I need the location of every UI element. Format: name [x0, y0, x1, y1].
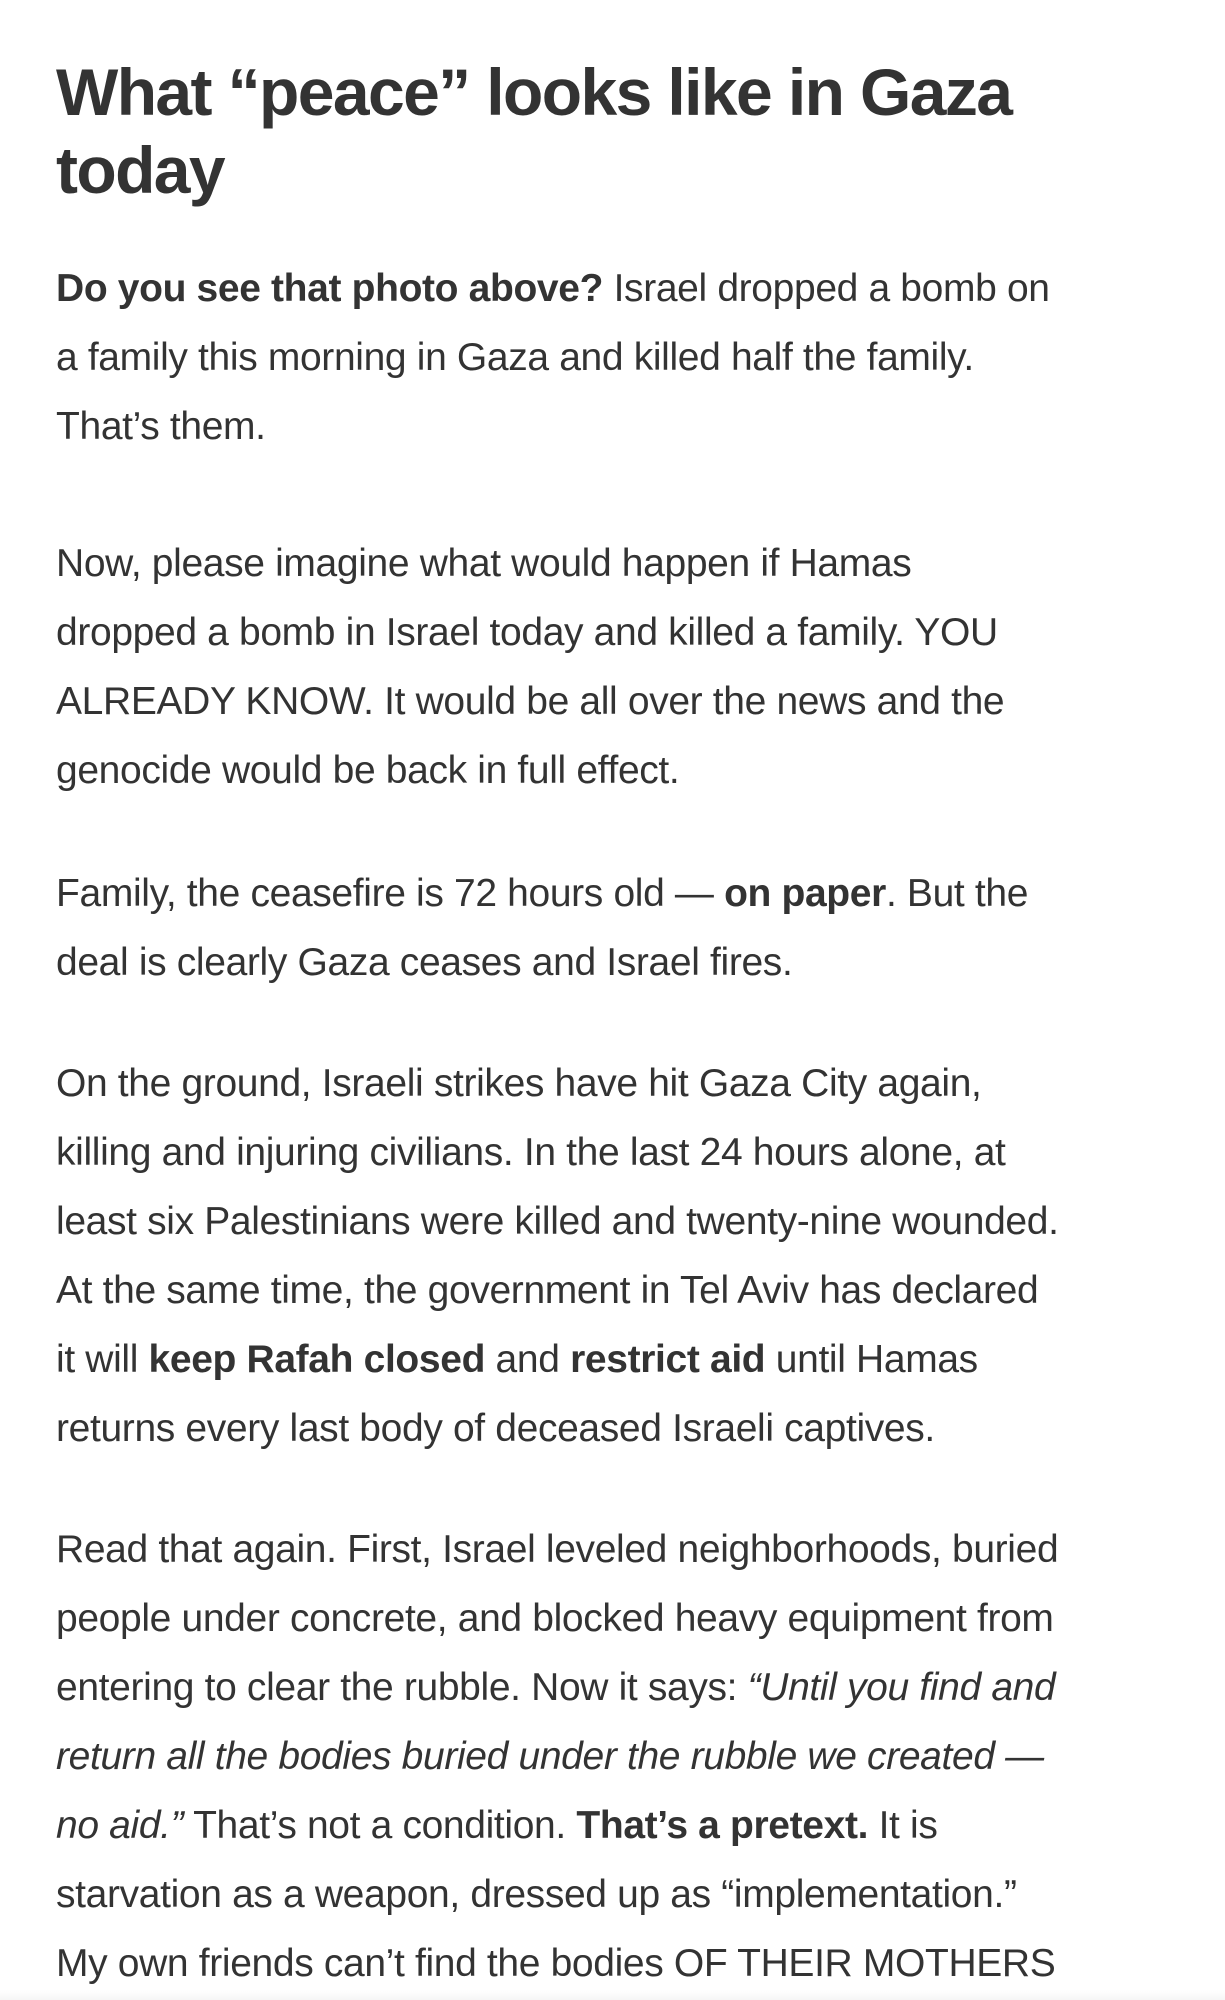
text-run: . But the: [885, 872, 1029, 915]
paragraph-line: [56, 1394, 1059, 1463]
paragraph-line: [56, 323, 1050, 392]
paragraph-on-the-ground: [56, 1049, 1059, 1463]
paragraph-line: [56, 1187, 1059, 1256]
bold-text: on paper: [724, 872, 886, 915]
bold-text: Do you see that photo above?: [56, 267, 604, 310]
paragraph-line: [56, 254, 1050, 323]
text-run: starvation as a weapon, dressed up as “implementation.”: [56, 1873, 1017, 1916]
text-run: deal is clearly Gaza ceases and Israel fires.: [56, 941, 793, 984]
text-run: it will: [56, 1338, 149, 1381]
paragraph-line: [56, 1325, 1059, 1394]
paragraph-line: [56, 598, 1004, 667]
paragraph-line: [56, 529, 1004, 598]
paragraph-line: [56, 1256, 1059, 1325]
text-run: It is: [868, 1804, 938, 1847]
paragraph-line: [56, 928, 1028, 997]
text-run: That’s them.: [56, 405, 266, 448]
text-run: a family this morning in Gaza and killed half the family.: [56, 336, 974, 379]
text-run: dropped a bomb in Israel today and killed a family. YOU: [56, 611, 998, 654]
italic-text: return all the bodies buried under the rubble we created —: [56, 1735, 1044, 1778]
italic-text: “Until you find and: [747, 1666, 1056, 1709]
paragraph-line: [56, 1515, 1058, 1584]
text-run: people under concrete, and blocked heavy equipment from: [56, 1597, 1054, 1640]
article-title-line: What “peace” looks like in Gaza: [56, 55, 1012, 129]
paragraph-line: [56, 736, 1004, 805]
bold-text: That’s a pretext.: [576, 1804, 869, 1847]
paragraph-line: [56, 1722, 1058, 1791]
paragraph-ceasefire: [56, 859, 1028, 997]
paragraph-read-that-again: [56, 1515, 1058, 1998]
text-run: That’s not a condition.: [183, 1804, 577, 1847]
text-run: My own friends can’t find the bodies OF THEIR MOTHERS: [56, 1942, 1056, 1985]
text-run: until Hamas: [765, 1338, 978, 1381]
paragraph-line: [56, 1929, 1058, 1998]
text-run: On the ground, Israeli strikes have hit Gaza City again,: [56, 1062, 982, 1105]
bottom-fade-divider: [0, 1990, 1225, 2000]
paragraph-line: [56, 667, 1004, 736]
text-run: At the same time, the government in Tel Aviv has declared: [56, 1269, 1039, 1312]
text-run: killing and injuring civilians. In the last 24 hours alone, at: [56, 1131, 1006, 1174]
text-run: ALREADY KNOW. It would be all over the news and the: [56, 680, 1005, 723]
paragraph-photo-above: [56, 254, 1050, 461]
text-run: Israel dropped a bomb on: [603, 267, 1050, 310]
italic-text: no aid.”: [56, 1804, 184, 1847]
paragraph-line: [56, 1118, 1059, 1187]
paragraph-imagine-hamas: [56, 529, 1004, 805]
text-run: Read that again. First, Israel leveled neighborhoods, buried: [56, 1528, 1059, 1571]
text-run: and: [485, 1338, 571, 1381]
paragraph-line: [56, 859, 1028, 928]
text-run: Family, the ceasefire is 72 hours old —: [56, 872, 725, 915]
text-run: returns every last body of deceased Israeli captives.: [56, 1407, 935, 1450]
article-title: [56, 53, 1011, 209]
paragraph-line: [56, 1653, 1058, 1722]
paragraph-line: [56, 1049, 1059, 1118]
text-run: genocide would be back in full effect.: [56, 749, 680, 792]
bold-text: keep Rafah closed: [148, 1338, 486, 1381]
paragraph-line: [56, 1791, 1058, 1860]
paragraph-line: [56, 1860, 1058, 1929]
text-run: entering to clear the rubble. Now it says:: [56, 1666, 748, 1709]
bold-text: restrict aid: [570, 1338, 766, 1381]
article-title-line: today: [56, 133, 225, 207]
text-run: Now, please imagine what would happen if Hamas: [56, 542, 912, 585]
text-run: least six Palestinians were killed and twenty-nine wounded.: [56, 1200, 1059, 1243]
paragraph-line: [56, 392, 1050, 461]
paragraph-line: [56, 1584, 1058, 1653]
